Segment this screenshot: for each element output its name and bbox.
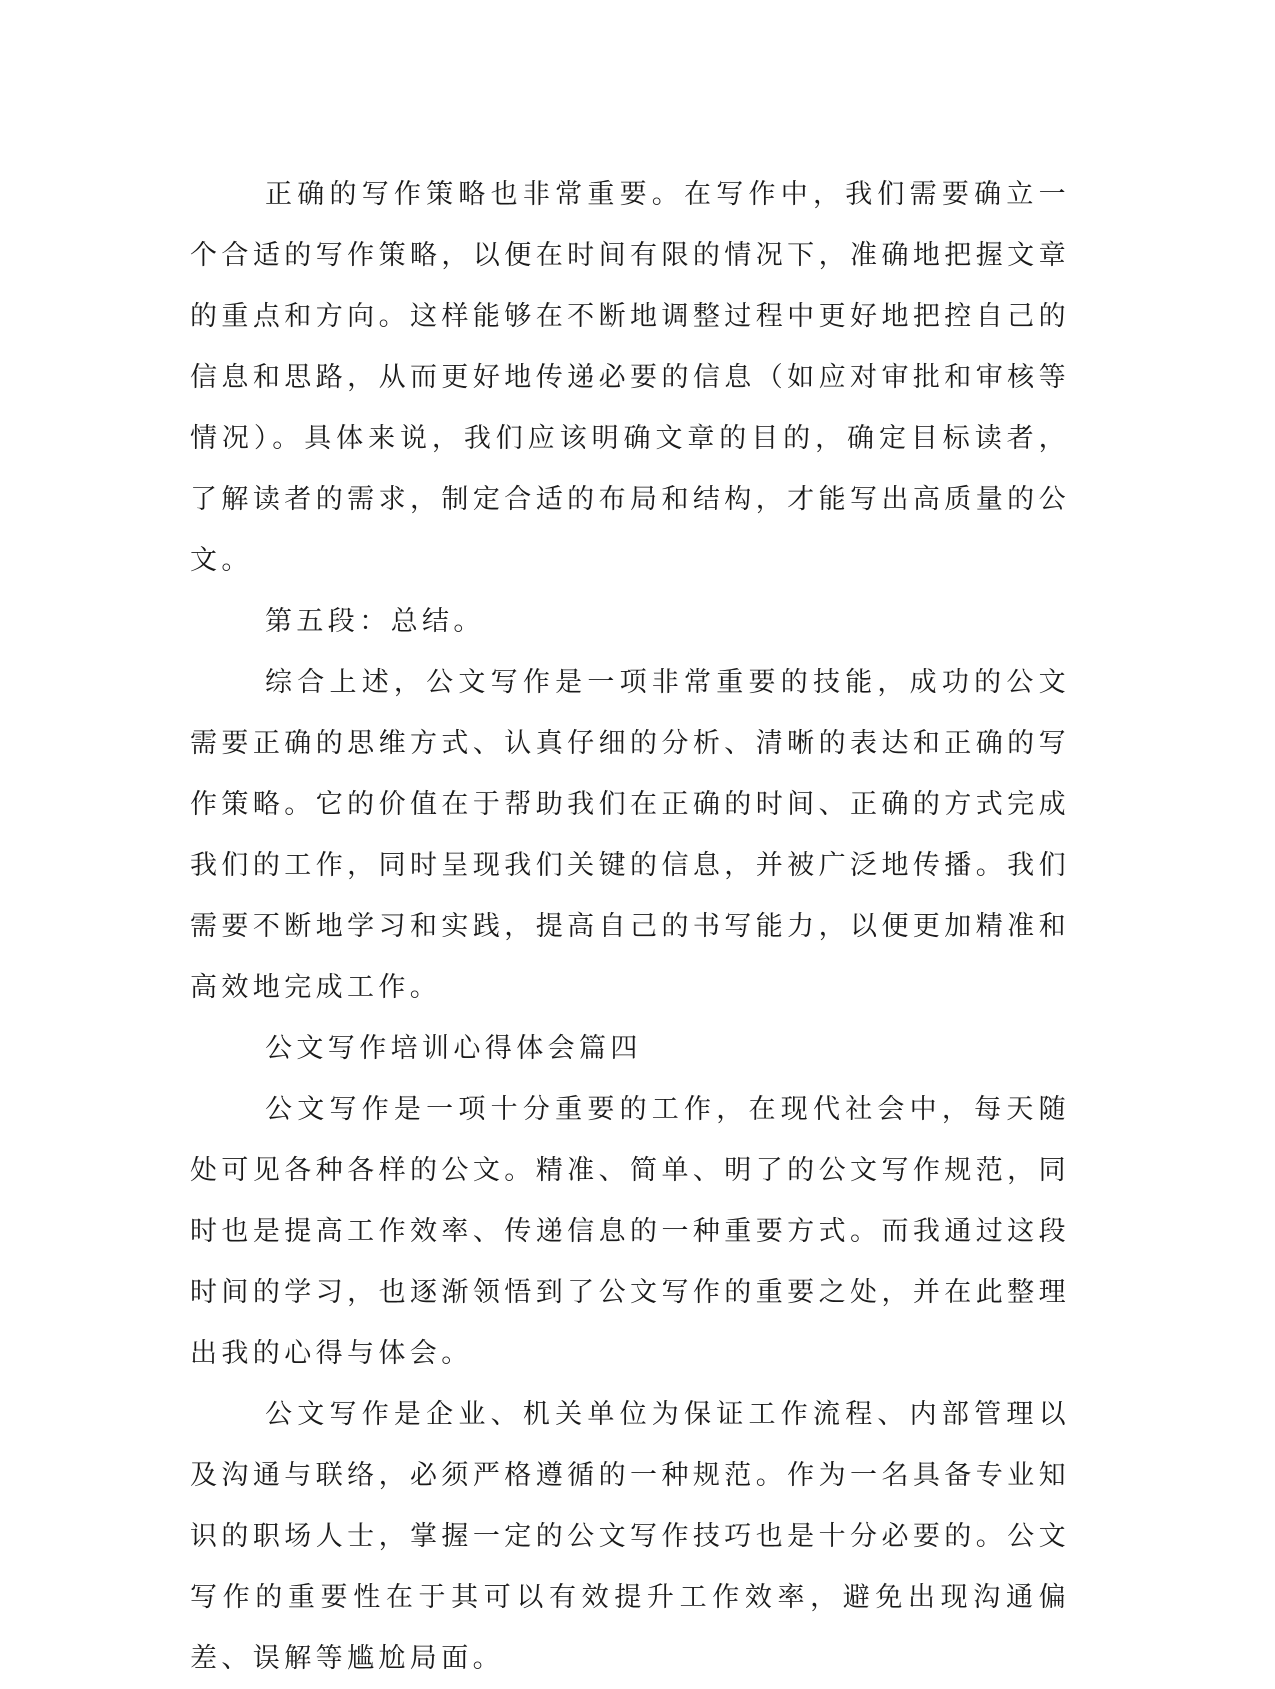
section-heading-summary: 第五段：总结。 [265, 606, 485, 637]
article-title-part-four: 公文写作培训心得体会篇四 [265, 1033, 642, 1064]
paragraph-importance: 公文写作是企业、机关单位为保证工作流程、内部管理以及沟通与联络，必须严格遵循的一种规范。作为一名具备专业知识的职场人士，掌握一定的公文写作技巧也是十分必要的。公文写作的重要性在于其可以有效提升工作效率，避免出现沟通偏差、误解等尴尬局面。 [190, 1399, 1070, 1674]
paragraph-summary: 综合上述，公文写作是一项非常重要的技能，成功的公文需要正确的思维方式、认真仔细的分析、清晰的表达和正确的写作策略。它的价值在于帮助我们在正确的时间、正确的方式完成我们的工作，同时呈现我们关键的信息，并被广泛地传播。我们需要不断地学习和实践，提高自己的书写能力，以便更加精准和高效地完成工作。 [190, 667, 1070, 1003]
document-body [190, 164, 1070, 1689]
paragraph-intro: 公文写作是一项十分重要的工作，在现代社会中，每天随处可见各种各样的公文。精准、简单、明了的公文写作规范，同时也是提高工作效率、传递信息的一种重要方式。而我通过这段时间的学习，也逐渐领悟到了公文写作的重要之处，并在此整理出我的心得与体会。 [190, 1094, 1070, 1369]
paragraph-writing-strategy: 正确的写作策略也非常重要。在写作中，我们需要确立一个合适的写作策略，以便在时间有限的情况下，准确地把握文章的重点和方向。这样能够在不断地调整过程中更好地把控自己的信息和思路，从而更好地传递必要的信息（如应对审批和审核等情况）。具体来说，我们应该明确文章的目的，确定目标读者，了解读者的需求，制定合适的布局和结构，才能写出高质量的公文。 [190, 179, 1070, 576]
